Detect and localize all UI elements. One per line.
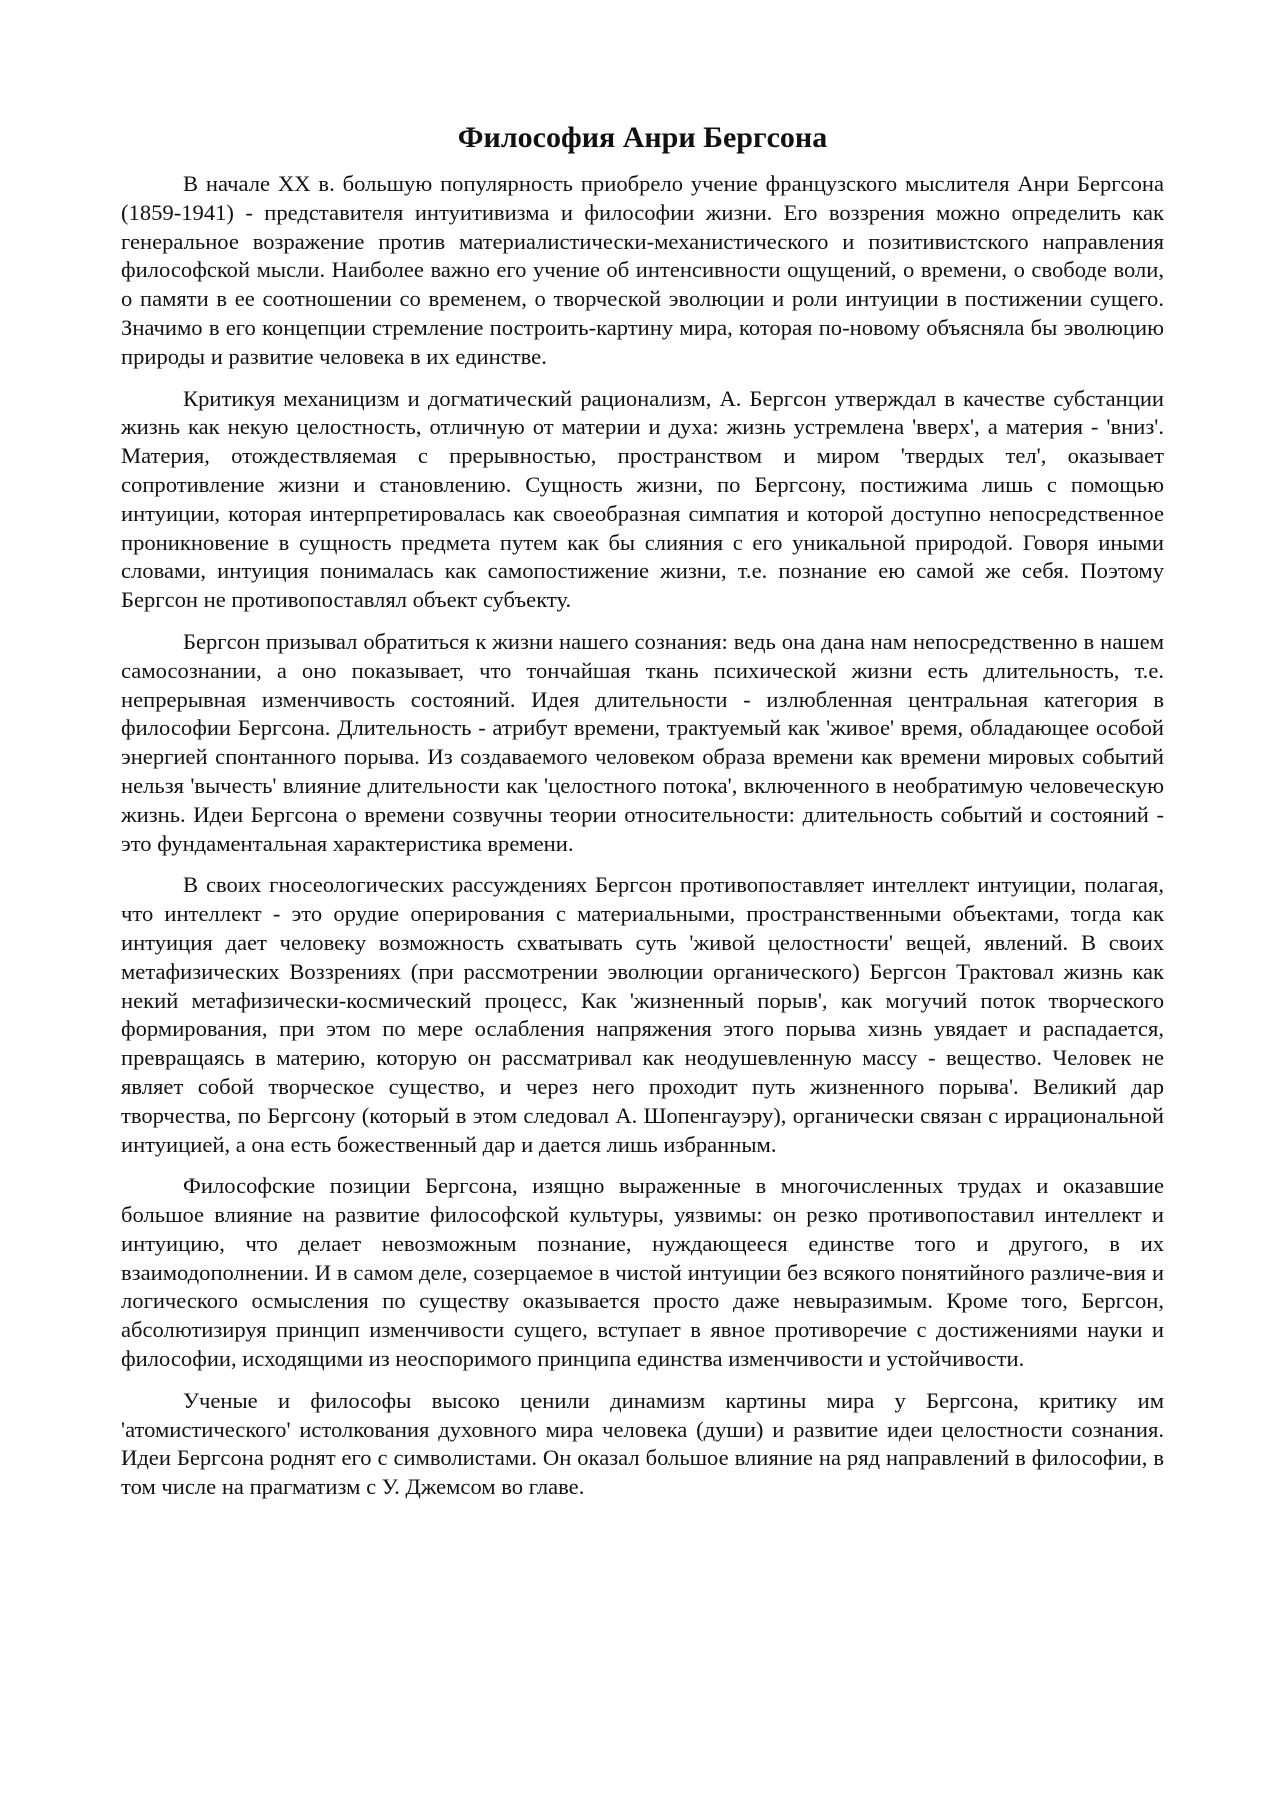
document-body [121, 118, 1164, 1515]
paragraph-4: В своих гносеологических рассуждениях Бергсон противопоставляет интеллект интуиции, полагая, что интеллект - это орудие оперирования с материальными, пространственными объектами, тогда как интуиция дает человеку возможность схватывать суть 'живой целостности' вещей, явлений. В своих метафизических Воззрениях (при рассмотрении эволюции органического) Бергсон Трактовал жизнь как некий метафизически-космический процесс, Как 'жизненный порыв', как могучий поток творческого формирования, при этом по мере ослабления напряжения этого порыва хизнь увядает и распадается, превращаясь в материю, которую он рассматривал как неодушевленную массу - вещество. Человек не являет собой творческое существо, и через него проходит путь жизненного порыва'. Великий дар творчества, по Бергсону (который в этом следовал А. Шопенгауэру), органически связан с иррациональной интуицией, а она есть божественный дар и дается лишь избранным. [121, 872, 1164, 1157]
paragraph-3: Бергсон призывал обратиться к жизни нашего сознания: ведь она дана нам непосредственно в нашем самосознании, а оно показывает, что тончайшая ткань психической жизни есть длительность, т.е. непрерывная изменчивость состояний. Идея длительности - излюбленная центральная категория в философии Бергсона. Длительность - атрибут времени, трактуемый как 'живое' время, обладающее особой энергией спонтанного порыва. Из создаваемого человеком образа времени как времени мировых событий нельзя 'вычесть' влияние длительности как 'целостного потока', включенного в необратимую человеческую жизнь. Идеи Бергсона о времени созвучны теории относительности: длительность событий и состояний - это фундаментальная характеристика времени. [121, 628, 1164, 856]
paragraph-1: В начале XX в. большую популярность приобрело учение французского мыслителя Анри Бергсона (1859-1941) - представителя интуитивизма и философии жизни. Его воззрения можно определить как генеральное возражение против материалистически-механистического и позитивистского направления философской мысли. Наиболее важно его учение об интенсивности ощущений, о времени, о свободе воли, о памяти в ее соотношении со временем, о творческой эволюции и роли интуиции в постижении сущего. Значимо в его концепции стремление построить-картину мира, которая по-новому объясняла бы эволюцию природы и развитие человека в их единстве. [121, 171, 1164, 369]
paragraph-5: Философские позиции Бергсона, изящно выраженные в многочисленных трудах и оказавшие большое влияние на развитие философской культуры, уязвимы: он резко противопоставил интеллект и интуицию, что делает невозможным познание, нуждающееся единстве того и другого, в их взаимодополнении. И в самом деле, созерцаемое в чистой интуиции без всякого понятийного различе-вия и логического осмысления по существу оказывается просто даже невыразимым. Кроме того, Бергсон, абсолютизируя принцип изменчивости сущего, вступает в явное противоречие с достижениями науки и философии, исходящими из неоспоримого принципа единства изменчивости и устойчивости. [121, 1173, 1164, 1372]
paragraph-2: Критикуя механицизм и догматический рационализм, А. Бергсон утверждал в качестве субстанции жизнь как некую целостность, отличную от материи и духа: жизнь устремлена 'вверх', а материя - 'вниз'. Материя, отождествляемая с прерывностью, пространством и миром 'твердых тел', оказывает сопротивление жизни и становлению. Сущность жизни, по Бергсону, постижима лишь с помощью интуиции, которая интерпретировалась как своеобразная симпатия и которой доступно непосредственное проникновение в сущность предмета путем как бы слияния с его уникальной природой. Говоря иными словами, интуиция понималась как самопостижение жизни, т.е. познание ею самой же себя. Поэтому Бергсон не противопоставлял объект субъекту. [121, 385, 1164, 613]
document-title: Философия Анри Бергсона [457, 121, 828, 154]
paragraph-6: Ученые и философы высоко ценили динамизм картины мира у Бергсона, критику им 'атомистического' истолкования духовного мира человека (души) и развитие идеи целостности сознания. Идеи Бергсона роднят его с символистами. Он оказал большое влияние на ряд направлений в философии, в том числе на прагматизм с У. Джемсом во главе. [121, 1387, 1164, 1500]
